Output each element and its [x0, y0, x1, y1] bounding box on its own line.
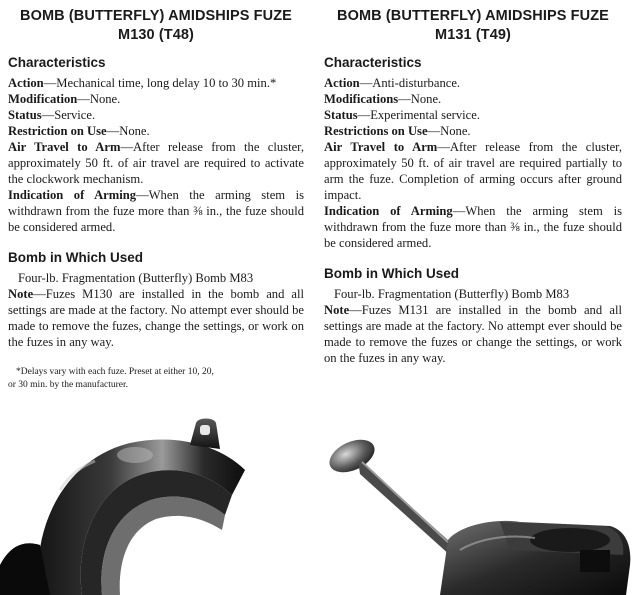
- right-note: [324, 302, 622, 366]
- field-label: Restriction on Use: [8, 124, 107, 138]
- field-text: —None.: [398, 92, 442, 106]
- note-label: Note: [8, 287, 34, 301]
- note-text: —Fuzes M131 are installed in the bomb and all settings are made at the factory. No attempt ever should be made to remove the fuzes or change the settings, or work on the fuzes in any way.: [324, 303, 622, 365]
- left-used-text: Four-lb. Fragmentation (Butterfly) Bomb M83: [18, 271, 254, 285]
- left-field-air-travel: [8, 139, 304, 187]
- field-label: Restrictions on Use: [324, 124, 428, 138]
- right-field-indication: [324, 203, 622, 251]
- field-text: —Experimental service.: [357, 108, 480, 122]
- field-label: Modifications: [324, 92, 399, 106]
- right-field-modifications: [324, 91, 622, 107]
- left-field-modification: [8, 91, 304, 107]
- field-label: Action: [324, 76, 360, 90]
- field-label: Indication of Arming: [8, 188, 137, 202]
- left-title: [8, 7, 304, 45]
- right-used-heading: Bomb in Which Used: [324, 266, 459, 281]
- field-label: Air Travel to Arm: [8, 140, 121, 154]
- field-label: Status: [8, 108, 42, 122]
- field-label: Indication of Arming: [324, 204, 453, 218]
- field-text: —None.: [106, 124, 150, 138]
- left-used-heading: Bomb in Which Used: [8, 250, 143, 265]
- left-field-indication: [8, 187, 304, 235]
- left-title-line2: M130 (T48): [118, 27, 194, 43]
- note-label: Note: [324, 303, 350, 317]
- fuze-m131-photo: [320, 430, 637, 595]
- right-field-restrictions: [324, 123, 622, 139]
- field-text: —Mechanical time, long delay 10 to 30 min.*: [43, 76, 277, 90]
- field-label: Modification: [8, 92, 78, 106]
- field-text: —Anti-disturbance.: [359, 76, 461, 90]
- field-label: Air Travel to Arm: [324, 140, 438, 154]
- left-column: [8, 0, 304, 392]
- footnote-line1: *Delays vary with each fuze. Preset at either 10, 20,: [16, 367, 214, 377]
- field-text: —After release from the cluster, approximately 50 ft. of air travel are required partially to arm the fuze. Completion of arming occurs after ground impact.: [324, 140, 622, 202]
- fuze-m130-photo: [0, 415, 320, 595]
- footnote-line2: or 30 min. by the manufacturer.: [8, 380, 129, 390]
- left-field-action: [8, 75, 304, 91]
- right-characteristics-heading: Characteristics: [324, 55, 422, 70]
- field-label: Status: [324, 108, 358, 122]
- field-text: —None.: [77, 92, 121, 106]
- right-title: [324, 7, 622, 45]
- left-field-restriction: [8, 123, 304, 139]
- right-used-text: Four-lb. Fragmentation (Butterfly) Bomb M83: [334, 287, 570, 301]
- left-note: [8, 286, 304, 350]
- left-characteristics-heading: Characteristics: [8, 55, 106, 70]
- field-label: Action: [8, 76, 44, 90]
- note-text: —Fuzes M130 are installed in the bomb and all settings are made at the factory. No attempt ever should be made to remove the fuzes, change the settings, or work on the fuzes in any way.: [8, 287, 304, 349]
- field-text: —When the arming stem is withdrawn from the fuze more than ⅜ in., the fuze should be considered armed.: [324, 204, 622, 250]
- left-field-status: [8, 107, 304, 123]
- field-text: —None.: [427, 124, 471, 138]
- field-text: —After release from the cluster, approximately 50 ft. of air travel are required to activate the clockwork mechanism.: [8, 140, 304, 186]
- right-field-status: [324, 107, 622, 123]
- right-column: [324, 0, 622, 366]
- right-field-air-travel: [324, 139, 622, 203]
- left-footnote: [8, 366, 304, 392]
- left-title-line1: BOMB (BUTTERFLY) AMIDSHIPS FUZE: [20, 8, 292, 24]
- right-title-line1: BOMB (BUTTERFLY) AMIDSHIPS FUZE: [337, 8, 609, 24]
- field-text: —Service.: [41, 108, 96, 122]
- right-field-action: [324, 75, 622, 91]
- right-title-line2: M131 (T49): [435, 27, 511, 43]
- field-text: —When the arming stem is withdrawn from the fuze more than ⅜ in., the fuze should be considered armed.: [8, 188, 304, 234]
